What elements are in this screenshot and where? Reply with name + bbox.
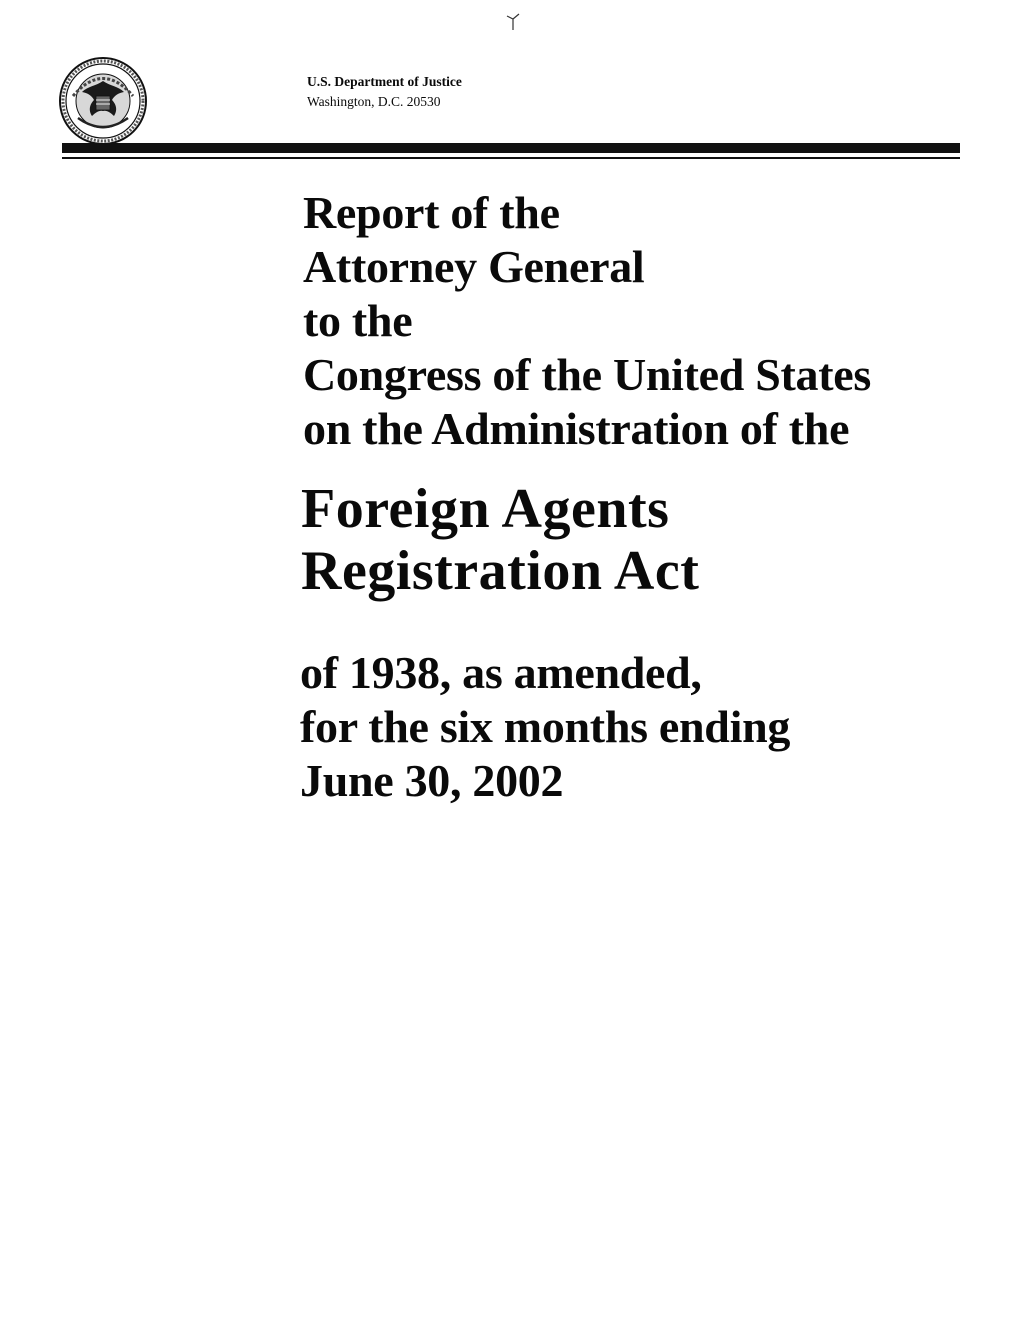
act-line: Foreign Agents <box>301 478 670 540</box>
agency-header <box>307 72 462 112</box>
title-line: Attorney General <box>303 241 645 292</box>
doj-seal-icon <box>58 56 148 146</box>
report-period <box>300 646 790 808</box>
title-line: Report of the <box>303 187 560 238</box>
report-title <box>303 186 871 456</box>
period-line: for the six months ending <box>300 701 791 752</box>
period-line: of 1938, as amended, <box>300 647 702 698</box>
scan-mark-icon <box>505 10 521 32</box>
period-line: June 30, 2002 <box>300 755 564 806</box>
department-name: U.S. Department of Justice <box>307 74 462 89</box>
department-address: Washington, D.C. 20530 <box>307 94 441 109</box>
act-line: Registration Act <box>301 540 700 602</box>
title-line: to the <box>303 295 413 346</box>
header-rule-thin <box>62 157 960 159</box>
act-name <box>301 478 699 602</box>
title-line: Congress of the United States <box>303 349 871 400</box>
title-line: on the Administration of the <box>303 403 850 454</box>
header-rule-thick <box>62 143 960 153</box>
